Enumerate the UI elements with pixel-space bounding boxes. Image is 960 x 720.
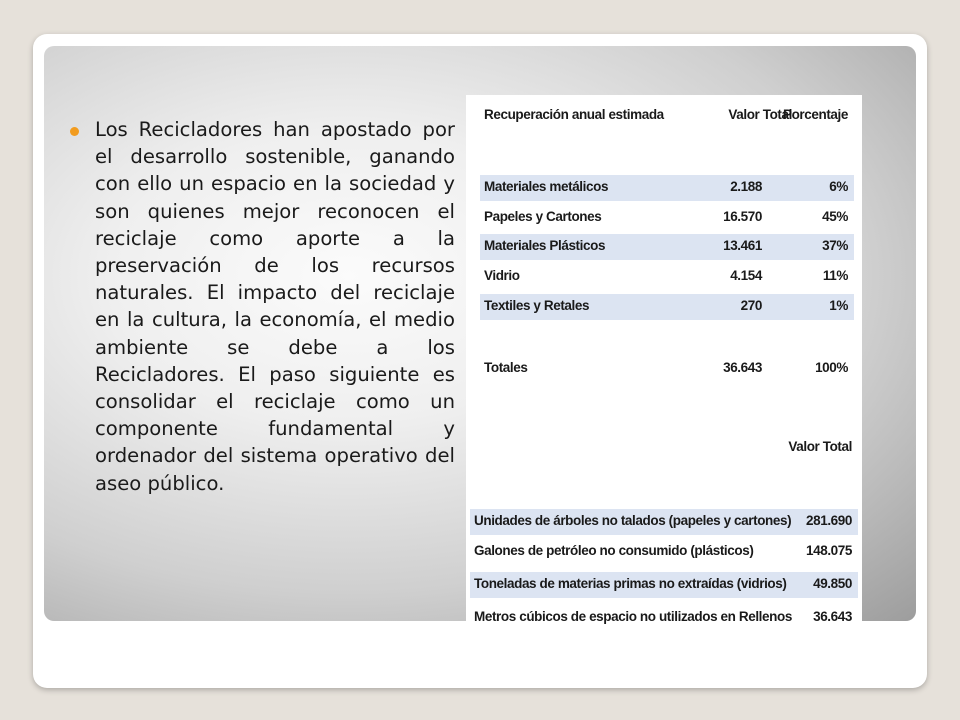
row-percent: 11% — [822, 268, 848, 283]
row-percent: 37% — [822, 238, 848, 253]
impact-label: Galones de petróleo no consumido (plásticos) — [474, 543, 754, 558]
totals-percent: 100% — [815, 360, 848, 375]
row-label: Papeles y Cartones — [484, 209, 602, 224]
header-recovery: Recuperación anual estimada — [484, 107, 664, 122]
impact-table-header — [470, 435, 858, 461]
row-percent: 6% — [829, 179, 848, 194]
header-percent: Porcentaje — [782, 107, 848, 122]
table-row — [480, 264, 854, 290]
row-label: Materiales Plásticos — [484, 238, 606, 253]
table-row — [480, 234, 854, 260]
row-label: Vidrio — [484, 268, 520, 283]
impact-header-total: Valor Total — [788, 439, 852, 454]
row-value: 2.188 — [730, 179, 762, 194]
table-row — [480, 294, 854, 320]
bullet-paragraph: Los Recicladores han apostado por el desarrollo sostenible, ganando con ello un espacio en la sociedad y son quienes mejor reconocen el reciclaje como aporte a la preservación de los recursos naturales. El impacto del reciclaje en la cultura, la economía, el medio ambiente se debe a los Recicladores. El paso siguiente es consolidar el reciclaje como un componente fundamental y ordenador del sistema operativo del aseo público. — [95, 118, 455, 495]
table-row — [480, 175, 854, 201]
row-percent: 45% — [822, 209, 848, 224]
impact-label: Toneladas de materias primas no extraídas (vidrios) — [474, 576, 787, 591]
impact-value: 49.850 — [813, 576, 852, 591]
impact-value: 36.643 — [813, 609, 852, 624]
row-label: Textiles y Retales — [484, 298, 590, 313]
totals-row — [480, 356, 854, 382]
table-row — [480, 205, 854, 231]
impact-label: Metros cúbicos de espacio no utilizados en Rellenos — [474, 609, 792, 624]
impact-label: Unidades de árboles no talados (papeles y cartones) — [474, 513, 792, 528]
impact-value: 148.075 — [806, 543, 852, 558]
header-total: Valor Total — [728, 107, 792, 122]
table-row — [470, 539, 858, 565]
row-percent: 1% — [829, 298, 848, 313]
totals-value: 36.643 — [723, 360, 762, 375]
row-value: 13.461 — [723, 238, 762, 253]
recycling-data-table — [466, 95, 862, 632]
table-row — [470, 509, 858, 535]
table-row — [470, 572, 858, 598]
impact-value: 281.690 — [806, 513, 852, 528]
table-row — [470, 605, 858, 631]
row-value: 16.570 — [723, 209, 762, 224]
row-label: Materiales metálicos — [484, 179, 609, 194]
bullet-point-icon — [70, 127, 79, 136]
row-value: 270 — [740, 298, 762, 313]
recovery-table-header — [480, 103, 854, 129]
row-value: 4.154 — [730, 268, 762, 283]
totals-label: Totales — [484, 360, 528, 375]
